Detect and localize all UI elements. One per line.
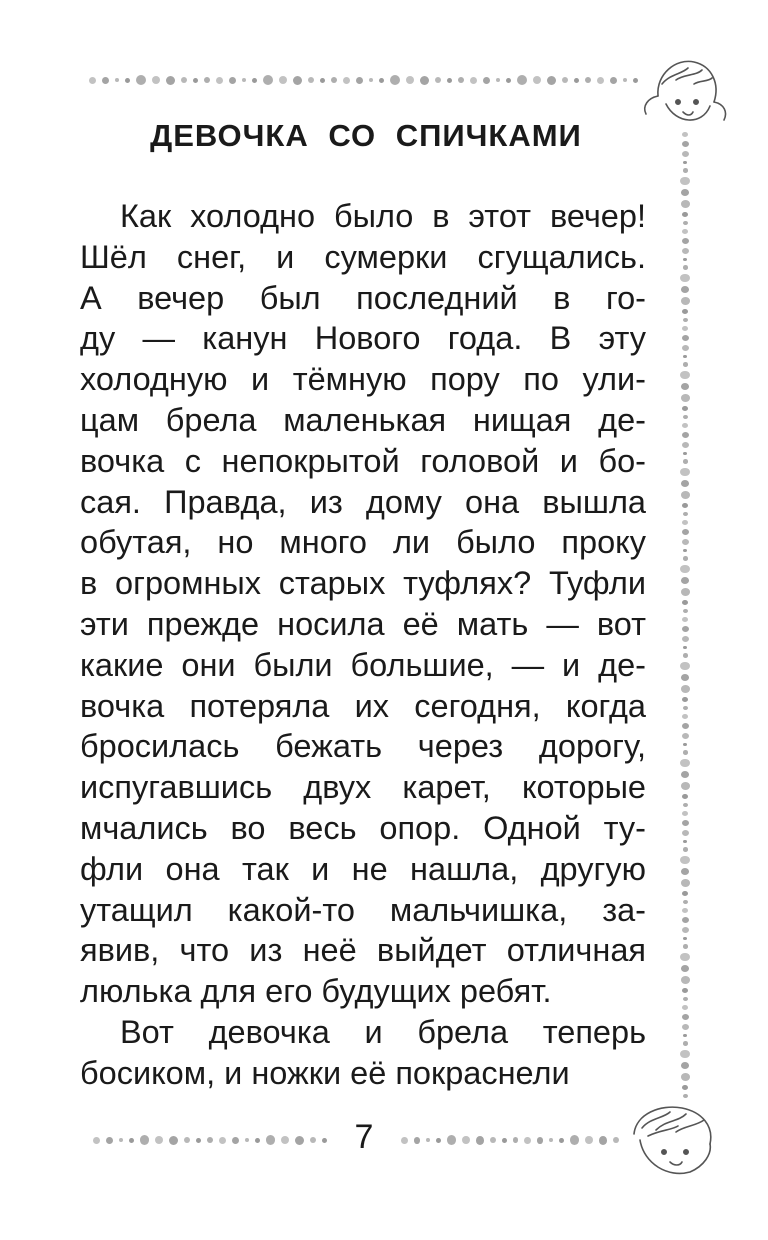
border-dot — [683, 556, 688, 560]
border-dot — [435, 77, 441, 83]
border-dot — [255, 1138, 260, 1143]
border-dot — [166, 76, 175, 85]
border-dot — [681, 577, 689, 584]
border-dot — [436, 1138, 441, 1143]
border-dot — [683, 653, 688, 657]
border-dot — [115, 78, 119, 82]
text-line: А вечер был последний в го- — [80, 279, 646, 316]
border-dot — [682, 1024, 689, 1030]
border-dot — [682, 714, 688, 719]
border-dot — [683, 549, 687, 552]
border-dot — [490, 1137, 496, 1143]
border-dot — [682, 326, 688, 331]
border-dot — [681, 286, 689, 293]
border-dot — [406, 76, 414, 84]
border-dot — [683, 452, 687, 455]
border-dot — [681, 297, 690, 305]
border-dot — [683, 1034, 687, 1037]
border-dot — [683, 803, 688, 807]
top-dotted-border — [86, 72, 646, 88]
border-dot — [680, 565, 690, 574]
border-dot — [682, 697, 688, 702]
border-dot — [682, 636, 689, 642]
border-dot — [682, 309, 688, 314]
border-dot — [681, 1062, 689, 1069]
border-dot — [683, 512, 688, 516]
border-dot — [562, 77, 568, 83]
border-dot — [681, 771, 689, 778]
border-dot — [681, 782, 690, 790]
border-dot — [682, 345, 689, 351]
border-dot — [613, 1137, 619, 1143]
border-dot — [293, 76, 302, 85]
border-dot — [681, 965, 689, 972]
border-dot — [89, 77, 96, 84]
border-dot — [447, 1135, 456, 1145]
border-dot — [681, 685, 690, 693]
border-dot — [682, 432, 689, 438]
border-dot — [682, 229, 688, 234]
border-dot — [680, 177, 690, 186]
border-dot — [680, 856, 690, 865]
border-dot — [683, 944, 688, 948]
border-dot — [279, 76, 287, 84]
border-dot — [682, 811, 688, 816]
border-dot — [263, 75, 273, 85]
border-dot — [682, 617, 688, 622]
border-dot — [152, 76, 160, 84]
border-dot — [681, 189, 689, 196]
text-line: вочка потеряла их сегодня, когда — [80, 687, 646, 724]
border-dot — [683, 161, 687, 164]
text-line: Как холодно было в этот вечер! — [120, 198, 646, 234]
border-dot — [680, 662, 690, 671]
text-line: обутая, но много ли было проку — [80, 524, 646, 561]
border-dot — [681, 394, 690, 402]
border-dot — [681, 480, 689, 487]
border-dot — [681, 1073, 690, 1081]
text-line: бросилась бежать через дорогу, — [80, 728, 646, 765]
border-dot — [547, 76, 556, 85]
text-line: утащил какой-то мальчишка, за- — [80, 891, 646, 928]
border-dot — [496, 78, 500, 82]
border-dot — [683, 265, 688, 269]
border-dot — [502, 1138, 507, 1143]
border-dot — [681, 879, 690, 887]
border-dot — [207, 1137, 213, 1143]
border-dot — [682, 820, 689, 826]
border-dot — [470, 77, 477, 84]
border-dot — [155, 1136, 163, 1144]
border-dot — [683, 997, 688, 1001]
text-line: испугавшись двух карет, которые — [80, 769, 646, 806]
border-dot — [681, 674, 689, 681]
border-dot — [232, 1137, 239, 1144]
border-dot — [524, 1137, 531, 1144]
border-dot — [683, 459, 688, 463]
border-dot — [193, 78, 198, 83]
border-dot — [242, 78, 246, 82]
border-dot — [683, 1094, 688, 1098]
border-dot — [682, 891, 688, 896]
border-dot — [682, 539, 689, 545]
border-dot — [683, 415, 688, 419]
boy-face-icon — [620, 1100, 720, 1182]
text-line: босиком, и ножки её покраснели — [80, 1054, 570, 1091]
border-dot — [570, 1135, 579, 1145]
border-dot — [574, 78, 579, 83]
border-dot — [356, 77, 363, 84]
border-dot — [266, 1135, 276, 1145]
page-number: 7 — [340, 1118, 388, 1157]
border-dot — [585, 77, 591, 83]
border-dot — [682, 442, 689, 448]
border-dot — [219, 1137, 226, 1144]
border-dot — [216, 77, 223, 84]
border-dot — [597, 77, 604, 84]
text-line: ду — канун Нового года. В эту — [80, 320, 646, 357]
border-dot — [585, 1136, 593, 1144]
border-dot — [683, 168, 688, 172]
text-line: цам брела маленькая нищая де- — [80, 401, 646, 438]
border-dot — [533, 76, 541, 84]
border-dot — [682, 733, 689, 739]
border-dot — [549, 1138, 553, 1142]
border-dot — [610, 77, 617, 84]
border-dot — [681, 383, 689, 390]
border-dot — [681, 588, 690, 596]
text-line: явив, что из неё выйдет отличная — [80, 932, 646, 969]
border-dot — [682, 503, 688, 508]
border-dot — [680, 274, 690, 283]
border-dot — [513, 1137, 519, 1143]
border-dot — [681, 200, 690, 208]
text-line: в огромных старых туфлях? Туфли — [80, 565, 646, 602]
border-dot — [682, 1014, 689, 1020]
border-dot — [414, 1137, 421, 1144]
border-dot — [517, 75, 527, 85]
border-dot — [447, 78, 452, 83]
border-dot — [682, 830, 689, 836]
border-dot — [683, 847, 688, 851]
border-dot — [682, 520, 688, 525]
border-dot — [125, 78, 130, 83]
border-dot — [682, 335, 689, 341]
border-dot — [683, 646, 687, 649]
border-dot — [682, 1085, 688, 1090]
paragraph-1 — [80, 196, 646, 1012]
border-dot — [683, 900, 688, 904]
border-dot — [682, 212, 688, 217]
border-dot — [682, 238, 689, 244]
border-dot — [680, 953, 690, 962]
border-dot — [181, 77, 187, 83]
border-dot — [343, 77, 350, 84]
bottom-dotted-border-left — [90, 1132, 330, 1148]
border-dot — [682, 927, 689, 933]
border-dot — [683, 743, 687, 746]
right-dotted-border — [676, 130, 694, 1100]
border-dot — [331, 77, 337, 83]
border-dot — [682, 908, 688, 913]
text-line: эти прежде носила её мать — вот — [80, 605, 646, 642]
border-dot — [506, 78, 511, 83]
border-dot — [682, 626, 689, 632]
border-dot — [683, 258, 687, 261]
border-dot — [599, 1136, 607, 1145]
story-title: ДЕВОЧКА СО СПИЧКАМИ — [150, 118, 582, 153]
border-dot — [310, 1137, 316, 1143]
border-dot — [119, 1138, 123, 1142]
border-dot — [681, 868, 689, 875]
border-dot — [295, 1136, 304, 1145]
border-dot — [682, 794, 688, 799]
border-dot — [462, 1136, 470, 1144]
text-line: сая. Правда, из дому она вышла — [80, 483, 646, 520]
border-dot — [379, 78, 384, 83]
border-dot — [93, 1137, 100, 1144]
border-dot — [136, 75, 146, 85]
border-dot — [682, 723, 689, 729]
border-dot — [683, 355, 687, 358]
border-dot — [682, 141, 689, 147]
border-dot — [680, 1050, 690, 1059]
border-dot — [308, 77, 314, 83]
border-dot — [682, 132, 688, 137]
text-line: Шёл снег, и сумерки сгущались. — [80, 238, 646, 275]
text-line: люлька для его будущих ребят. — [80, 973, 552, 1010]
border-dot — [680, 759, 690, 768]
border-dot — [169, 1136, 178, 1145]
girl-face-icon — [636, 44, 732, 128]
border-dot — [281, 1136, 289, 1144]
border-dot — [682, 151, 689, 157]
border-dot — [420, 76, 429, 85]
story-text — [80, 196, 646, 1094]
border-dot — [537, 1137, 544, 1144]
border-dot — [252, 78, 257, 83]
border-dot — [106, 1137, 113, 1144]
border-dot — [483, 77, 490, 84]
border-dot — [129, 1138, 134, 1143]
text-line: Вот девочка и брела теперь — [120, 1013, 646, 1050]
border-dot — [458, 77, 464, 83]
border-dot — [559, 1138, 564, 1143]
border-dot — [102, 77, 109, 84]
paragraph-2 — [80, 1012, 646, 1094]
text-line: какие они были большие, — и де- — [80, 646, 646, 683]
border-dot — [426, 1138, 430, 1142]
border-dot — [682, 917, 689, 923]
border-dot — [680, 371, 690, 380]
text-line: вочка с непокрытой головой и бо- — [80, 442, 646, 479]
border-dot — [682, 423, 688, 428]
border-dot — [476, 1136, 484, 1145]
border-dot — [682, 529, 689, 535]
border-dot — [682, 988, 688, 993]
border-dot — [683, 840, 687, 843]
border-dot — [401, 1137, 408, 1144]
border-dot — [683, 937, 687, 940]
border-dot — [683, 1041, 688, 1045]
border-dot — [390, 75, 400, 85]
border-dot — [322, 1138, 327, 1143]
border-dot — [683, 221, 688, 225]
border-dot — [320, 78, 325, 83]
border-dot — [681, 976, 690, 984]
border-dot — [682, 1005, 688, 1010]
border-dot — [682, 406, 688, 411]
border-dot — [683, 750, 688, 754]
border-dot — [682, 600, 688, 605]
border-dot — [683, 362, 688, 366]
border-dot — [681, 491, 690, 499]
border-dot — [623, 78, 627, 82]
border-dot — [682, 248, 689, 254]
border-dot — [683, 318, 688, 322]
text-line: холодную и тёмную пору по ули- — [80, 361, 646, 398]
border-dot — [204, 77, 210, 83]
border-dot — [369, 78, 373, 82]
border-dot — [680, 468, 690, 477]
border-dot — [196, 1138, 201, 1143]
border-dot — [683, 609, 688, 613]
border-dot — [229, 77, 236, 84]
border-dot — [683, 706, 688, 710]
bottom-dotted-border-right — [398, 1132, 622, 1148]
text-line: мчались во весь опор. Одной ту- — [80, 809, 646, 846]
border-dot — [184, 1137, 190, 1143]
text-line: фли она так и не нашла, другую — [80, 850, 646, 887]
border-dot — [245, 1138, 249, 1142]
border-dot — [140, 1135, 150, 1145]
